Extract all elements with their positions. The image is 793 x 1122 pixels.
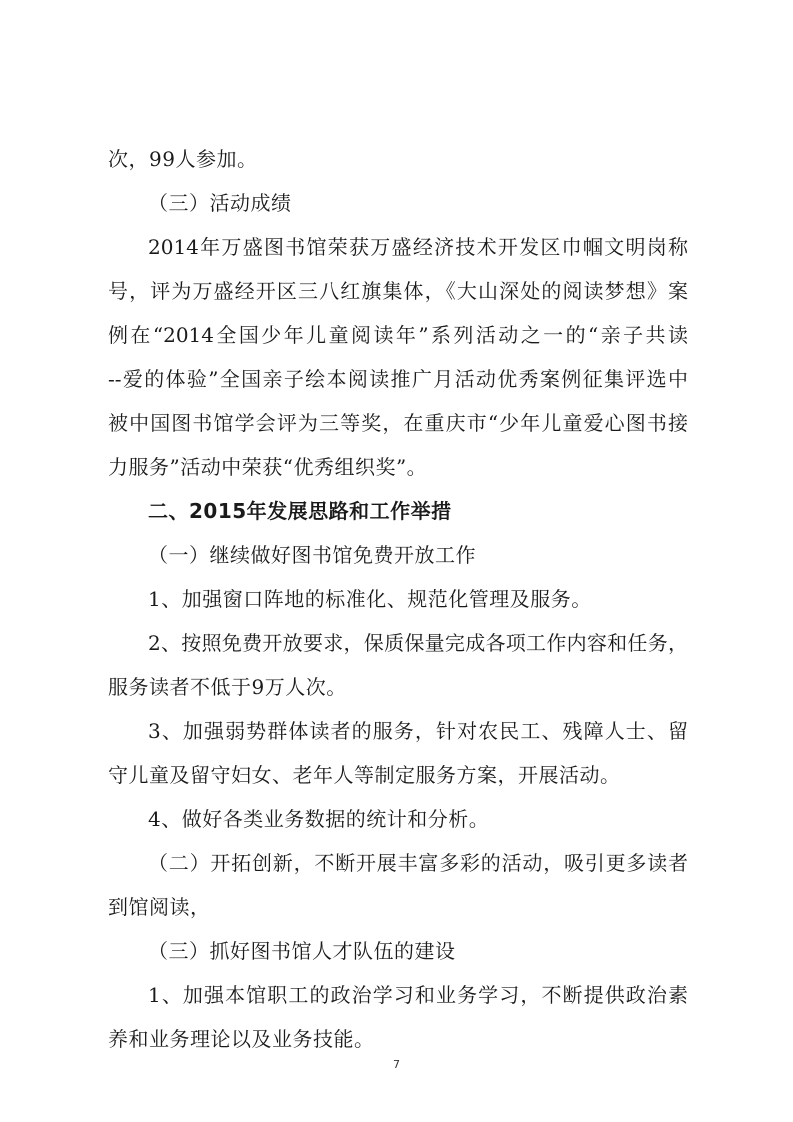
list-item: 4、做好各类业务数据的统计和分析。 — [148, 807, 490, 831]
list-item: 3、加强弱势群体读者的服务，针对农民工、残障人士、留 — [148, 719, 688, 743]
subheading-free-access: （一）继续做好图书馆免费开放工作 — [148, 543, 476, 567]
paragraph-line: 号，评为万盛经开区三八红旗集体，《大山深处的阅读梦想》案 — [108, 279, 688, 303]
paragraph-line: 力服务”活动中荣获“优秀组织奖”。 — [108, 455, 428, 479]
list-item-continuation: 养和业务理论以及业务技能。 — [108, 1027, 375, 1051]
subheading-talent-team: （三）抓好图书馆人才队伍的建设 — [148, 939, 456, 963]
list-item-continuation: 服务读者不低于9万人次。 — [108, 675, 347, 699]
page-number: 7 — [393, 1058, 400, 1071]
list-item-continuation: 守儿童及留守妇女、老年人等制定服务方案，开展活动。 — [108, 763, 621, 787]
subheading-innovation: （二）开拓创新，不断开展丰富多彩的活动，吸引更多读者 — [148, 851, 688, 875]
paragraph-continuation: 次，99人参加。 — [108, 147, 258, 171]
list-item: 1、加强本馆职工的政治学习和业务学习，不断提供政治素 — [148, 983, 688, 1007]
paragraph-line: 例在“2014全国少年儿童阅读年”系列活动之一的“亲子共读 — [108, 323, 688, 347]
subheading-continuation: 到馆阅读， — [108, 895, 211, 919]
paragraph-line: --爱的体验”全国亲子绘本阅读推广月活动优秀案例征集评选中 — [108, 367, 688, 391]
subheading-activity-results: （三）活动成绩 — [148, 191, 292, 215]
list-item: 1、加强窗口阵地的标准化、规范化管理及服务。 — [148, 587, 592, 611]
paragraph-line: 2014年万盛图书馆荣获万盛经济技术开发区巾帼文明岗称 — [148, 235, 688, 259]
paragraph-line: 被中国图书馆学会评为三等奖，在重庆市“少年儿童爱心图书接 — [108, 411, 688, 435]
section-heading-2015-plan: 二、2015年发展思路和工作举措 — [148, 499, 452, 523]
list-item: 2、按照免费开放要求，保质保量完成各项工作内容和任务， — [148, 631, 688, 655]
